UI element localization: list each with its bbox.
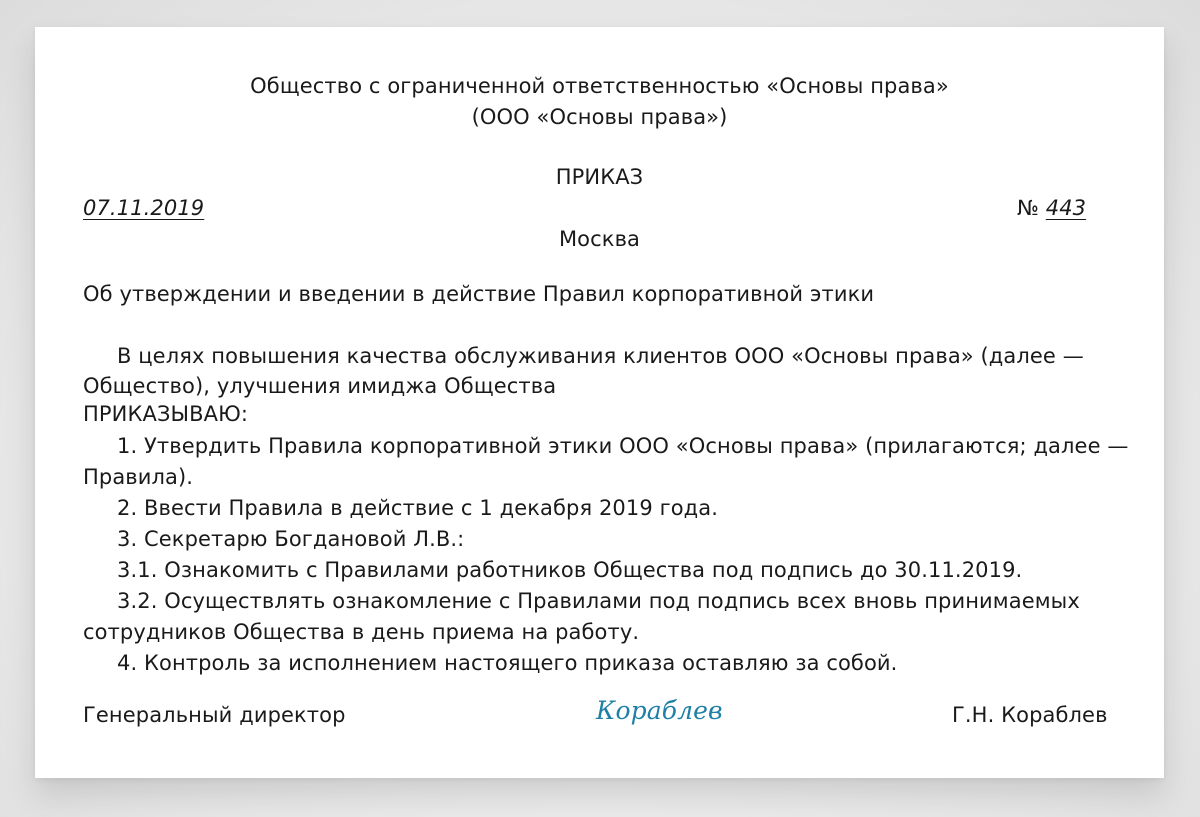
number-sign: № [1017,196,1039,220]
item-3-1: 3.1. Ознакомить с Правилами работников Общества под подпись до 30.11.2019. [117,558,1023,582]
preamble-line-2: Общество), улучшения имиджа Общества [83,374,557,398]
item-3-2-line-1: 3.2. Осуществлять ознакомление с Правилами под подпись всех вновь принимаемых [117,589,1080,613]
order-word: ПРИКАЗЫВАЮ: [83,402,249,426]
item-1-line-2: Правила). [83,465,194,489]
document-page [35,27,1164,778]
item-3-2-line-2: сотрудников Общества в день приема на работу. [83,620,640,644]
org-full-name: Общество с ограниченной ответственностью «Основы права» [250,74,949,98]
item-2: 2. Ввести Правила в действие с 1 декабря 2019 года. [117,496,719,520]
number-value: 443 [1045,196,1087,220]
item-1-line-1: 1. Утвердить Правила корпоративной этики ООО «Основы права» (прилагаются; далее — [117,434,1129,458]
document-subject: Об утверждении и введении в действие Правил корпоративной этики [83,282,875,306]
document-type: ПРИКАЗ [555,165,644,189]
handwritten-signature: Кораблев [596,696,723,725]
signatory-position: Генеральный директор [83,703,346,727]
item-3: 3. Секретарю Богдановой Л.В.: [117,527,465,551]
document-number [1017,195,1086,221]
preamble-line-1: В целях повышения качества обслуживания клиентов ООО «Основы права» (далее — [117,344,1084,368]
document-date: 07.11.2019 [83,196,205,220]
item-4: 4. Контроль за исполнением настоящего приказа оставляю за собой. [117,651,898,675]
document-city: Москва [558,227,641,251]
signatory-name: Г.Н. Кораблев [952,703,1108,727]
org-short-name: (ООО «Основы права») [471,105,728,129]
